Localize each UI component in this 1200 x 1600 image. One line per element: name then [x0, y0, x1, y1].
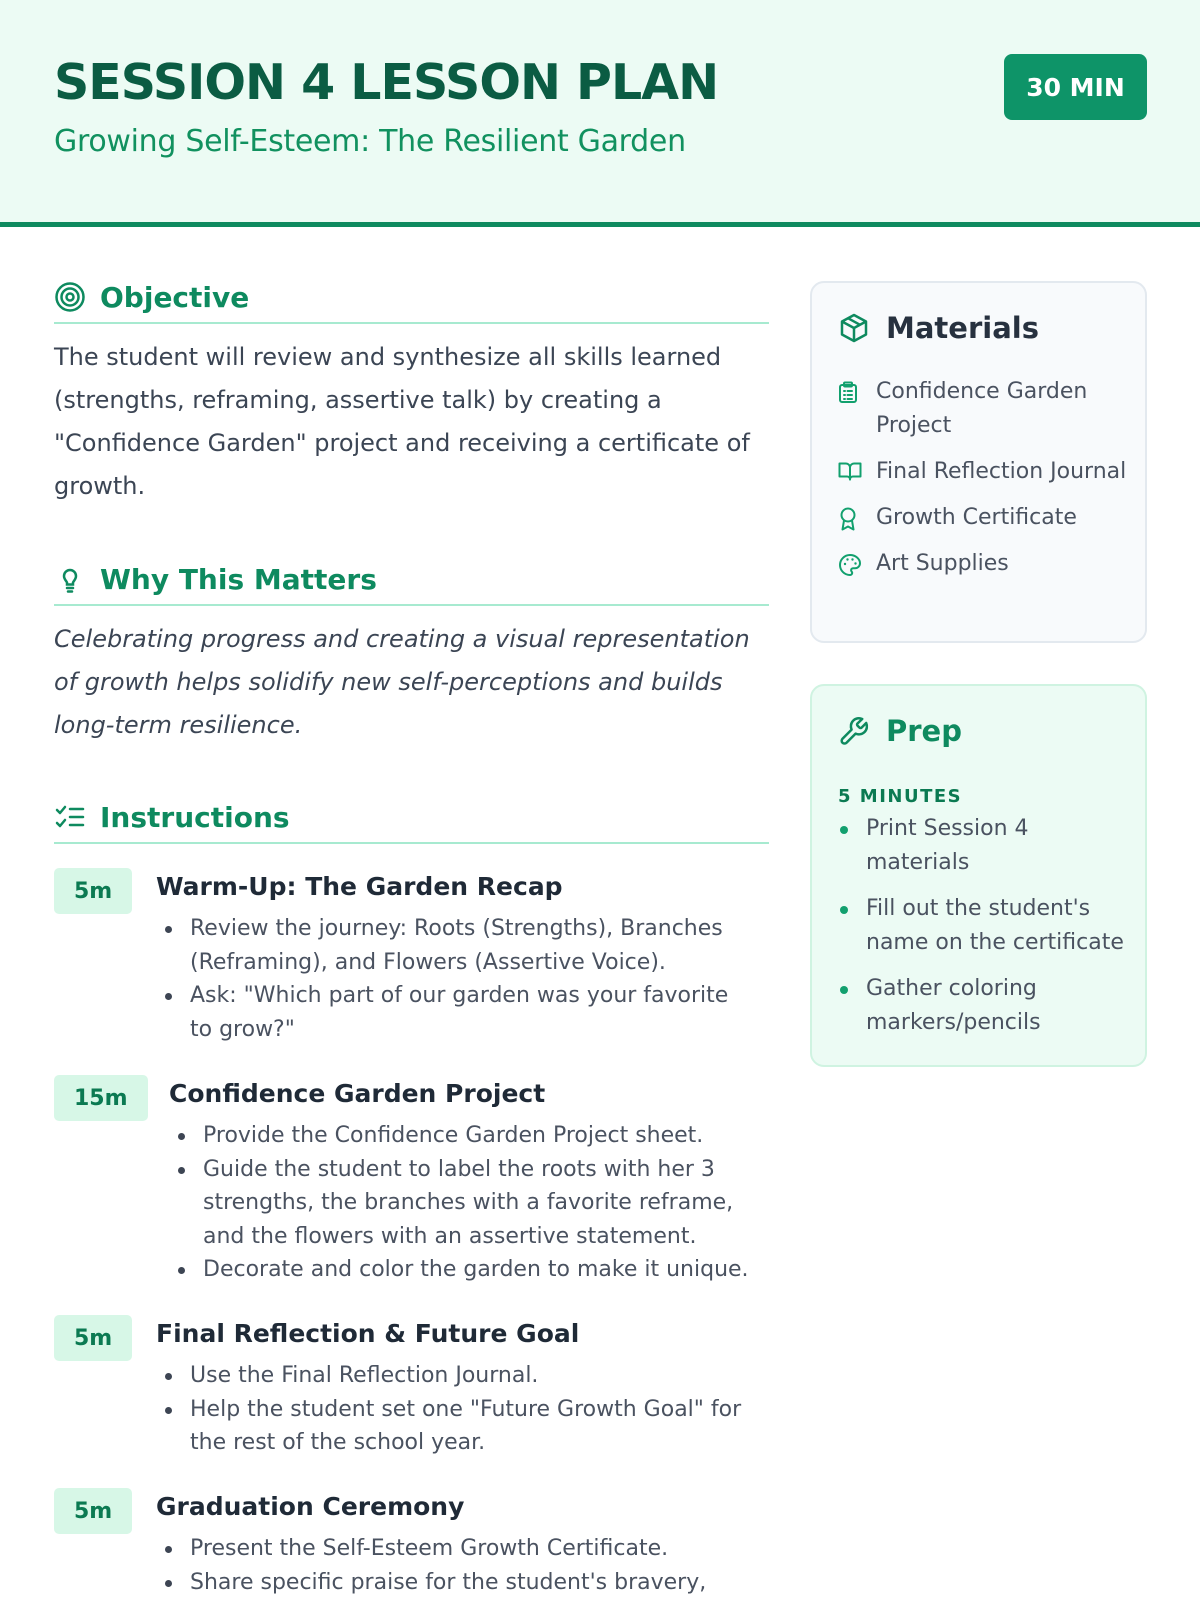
step-bullets: [156, 912, 756, 1046]
objective-header: [54, 280, 769, 324]
objective-section: [54, 280, 769, 508]
duration-badge: 30 MIN: [1004, 54, 1147, 120]
instructions-section: [54, 800, 769, 1595]
objective-heading: Objective: [100, 280, 250, 314]
prep-item: Fill out the student's name on the certificate: [838, 892, 1128, 959]
step-time-chip: 5m: [54, 868, 132, 914]
instructions-header: [54, 800, 769, 844]
wrench-icon: [838, 714, 872, 748]
step-title: Confidence Garden Project: [169, 1079, 546, 1108]
prep-card: [810, 684, 1147, 1067]
step-bullet: Decorate and color the garden to make it unique.: [169, 1253, 769, 1287]
instructions-heading: Instructions: [100, 800, 290, 834]
materials-header: [838, 311, 1039, 345]
prep-time: 5 MINUTES: [838, 786, 963, 807]
book-icon: [838, 461, 860, 485]
step-time-chip: 15m: [54, 1075, 148, 1121]
material-item: [838, 547, 1128, 581]
why-header: [54, 562, 769, 606]
material-label: Final Reflection Journal: [876, 459, 1127, 484]
lightbulb-icon: [54, 562, 88, 596]
step-bullet: Provide the Confidence Garden Project sheet.: [169, 1119, 769, 1153]
why-text: Celebrating progress and creating a visual representation of growth helps solidify new self-perceptions and builds long-term resilience.: [54, 625, 750, 739]
material-label: Growth Certificate: [876, 505, 1077, 530]
step-bullet: Review the journey: Roots (Strengths), Branches (Reframing), and Flowers (Assertive Voice).: [156, 912, 756, 979]
step-title: Warm-Up: The Garden Recap: [156, 872, 563, 901]
materials-list: [838, 375, 1128, 593]
step-bullet: Share specific praise for the student's bravery,: [156, 1566, 756, 1600]
material-label: Art Supplies: [876, 551, 1009, 576]
prep-item: Gather coloring markers/pencils: [838, 972, 1128, 1039]
step-bullet: Ask: "Which part of our garden was your favorite to grow?": [156, 979, 756, 1046]
award-icon: [838, 507, 860, 535]
prep-item: Print Session 4 materials: [838, 812, 1128, 879]
step-time-chip: 5m: [54, 1315, 132, 1361]
materials-card: [810, 281, 1147, 643]
page-title: SESSION 4 LESSON PLAN: [54, 54, 719, 111]
target-icon: [54, 280, 88, 314]
step-time-chip: 5m: [54, 1488, 132, 1534]
material-item: [838, 501, 1128, 535]
palette-icon: [838, 553, 860, 581]
step-bullet: Help the student set one "Future Growth Goal" for the rest of the school year.: [156, 1393, 756, 1460]
step-bullets: [169, 1119, 769, 1287]
materials-heading: Materials: [886, 311, 1039, 345]
step-title: Graduation Ceremony: [156, 1492, 465, 1521]
objective-text: The student will review and synthesize all skills learned (strengths, reframing, assertive talk) by creating a "Confidence Garden" project and receiving a certificate of growth.: [54, 343, 750, 500]
material-label: Confidence Garden Project: [876, 379, 1088, 438]
package-icon: [838, 311, 872, 345]
material-item: [838, 455, 1128, 489]
why-section: [54, 562, 769, 747]
checklist-icon: [54, 800, 88, 834]
step-bullet: Guide the student to label the roots with her 3 strengths, the branches with a favorite reframe, and the flowers with an assertive statement.: [169, 1153, 769, 1254]
material-item: [838, 375, 1128, 443]
step-bullet: Use the Final Reflection Journal.: [156, 1359, 756, 1393]
clipboard-icon: [838, 381, 860, 407]
step-bullet: Present the Self-Esteem Growth Certificate.: [156, 1532, 756, 1566]
prep-header: [838, 714, 962, 748]
step-bullets: [156, 1359, 756, 1460]
why-heading: Why This Matters: [100, 562, 377, 596]
step-title: Final Reflection & Future Goal: [156, 1319, 580, 1348]
prep-heading: Prep: [886, 714, 962, 748]
step-bullets: [156, 1532, 756, 1599]
prep-list: [838, 812, 1128, 1052]
page-subtitle: Growing Self-Esteem: The Resilient Garden: [54, 124, 686, 159]
page-header: [0, 0, 1200, 227]
